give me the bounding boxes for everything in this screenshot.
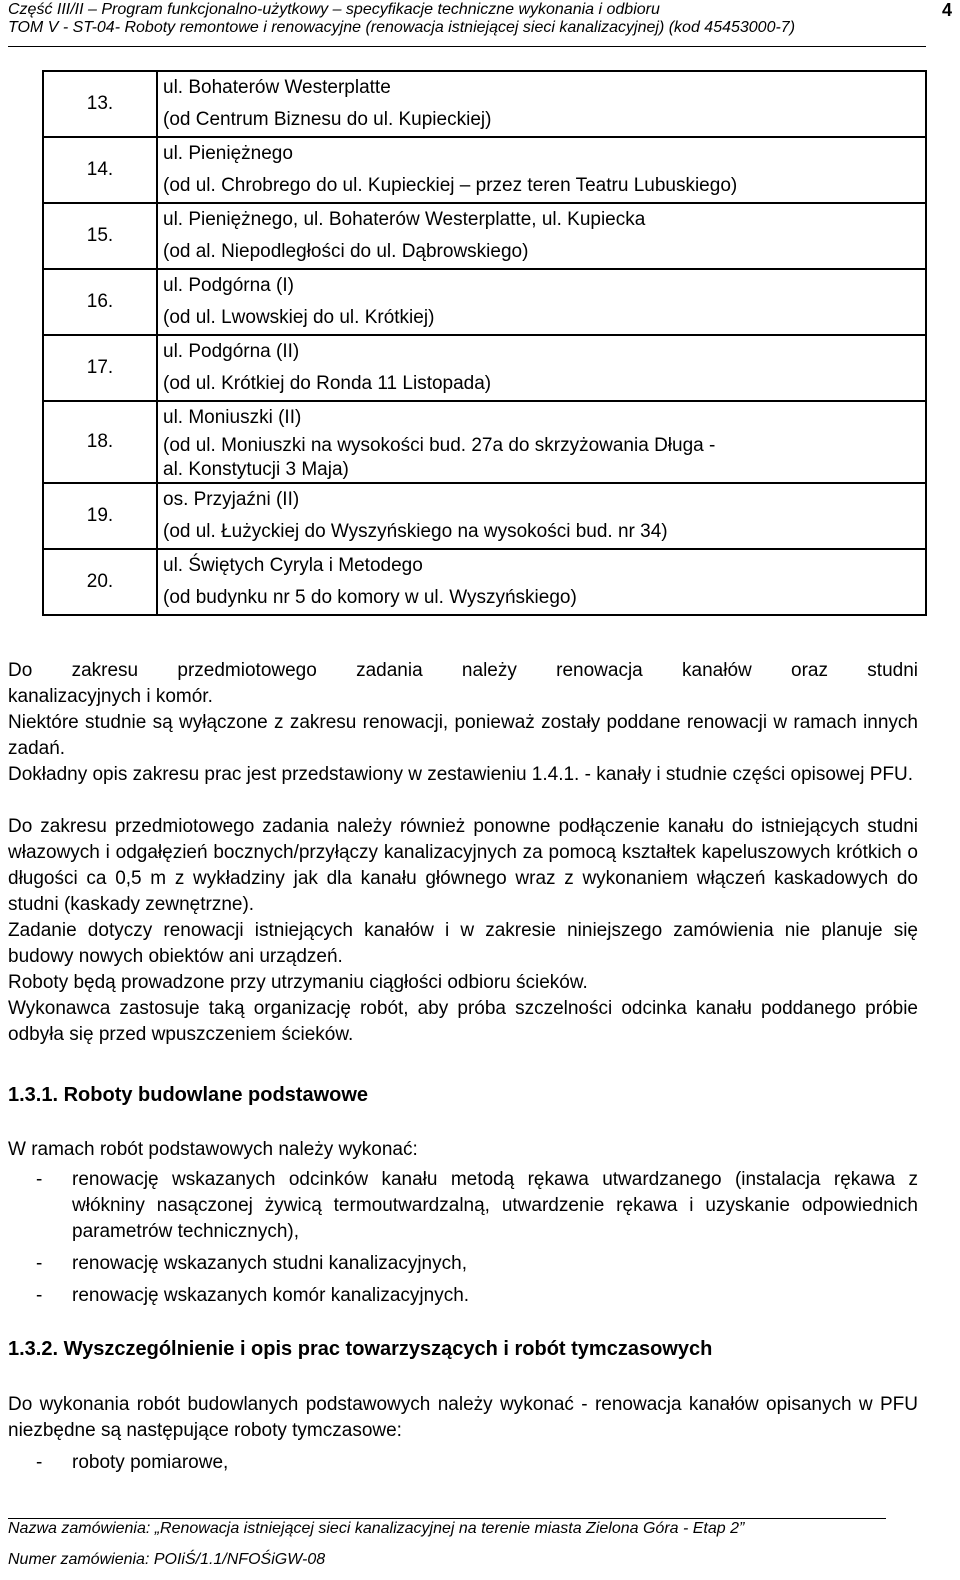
row-number: 13. — [43, 71, 157, 137]
street-line: ul. Pieniężnego, ul. Bohaterów Westerplatte, ul. Kupiecka — [163, 209, 646, 230]
street-line: (od ul. Łużyckiej do Wyszyńskiego na wysokości bud. nr 34) — [163, 521, 668, 542]
streets-table — [42, 70, 927, 616]
list-item-text: renowację wskazanych studni kanalizacyjnych, — [72, 1253, 467, 1274]
list-item — [8, 1450, 918, 1476]
list-item — [8, 1167, 918, 1245]
page-header — [8, 0, 926, 47]
row-number: 18. — [43, 401, 157, 483]
table-row — [43, 71, 926, 137]
street-description — [157, 483, 926, 549]
list-dash: - — [36, 1452, 43, 1473]
list-dash: - — [36, 1169, 43, 1190]
section-1-list — [8, 1167, 918, 1315]
street-line: ul. Pieniężnego — [163, 143, 293, 164]
table-row — [43, 269, 926, 335]
paragraph-2: Niektóre studnie są wyłączone z zakresu renowacji, ponieważ zostały poddane renowacji w ramach innych zadań. — [8, 712, 918, 759]
street-description — [157, 71, 926, 137]
section-title-1-3-2: 1.3.2. Wyszczególnienie i opis prac towarzyszących i robót tymczasowych — [8, 1338, 713, 1360]
list-item-text: renowację wskazanych odcinków kanału metodą rękawa utwardzanego (instalacja rękawa z włókniny nasączonej żywicą termoutwardzalną, utwardzenie rękawa i uzyskanie odpowiednich parametrów technicznych), — [72, 1169, 918, 1242]
list-item — [8, 1251, 918, 1277]
street-line: (od ul. Chrobrego do ul. Kupieckiej – przez teren Teatru Lubuskiego) — [163, 175, 738, 196]
street-line: al. Konstytucji 3 Maja) — [163, 459, 349, 480]
street-line: (od ul. Moniuszki na wysokości bud. 27a do skrzyżowania Długa - — [163, 435, 716, 456]
paragraph-7: Wykonawca zastosuje taką organizację robót, aby próba szczelności odcinka kanału poddanego próbie odbyła się przed wpuszczeniem ścieków. — [8, 998, 918, 1045]
street-line: os. Przyjaźni (II) — [163, 489, 300, 510]
section-title-1-3-1: 1.3.1. Roboty budowlane podstawowe — [8, 1084, 369, 1106]
paragraph-5: Zadanie dotyczy renowacji istniejących kanałów i w zakresie niniejszego zamówienia nie planuje się budowy nowych obiektów ani urządzeń. — [8, 920, 918, 967]
street-line: ul. Moniuszki (II) — [163, 407, 302, 428]
paragraph-4: Do zakresu przedmiotowego zadania należy również ponowne podłączenie kanału do istniejących studni włazowych i odgałęzień bocznych/przyłączy kanalizacyjnych za pomocą kształtek kapeluszowych krótkich o długości ca 0,5 m z wykładziny jak dla kanału głównego wraz z wykonaniem włączeń kaskadowych do studni (kaskady zewnętrzne). — [8, 816, 918, 915]
street-line: (od ul. Krótkiej do Ronda 11 Listopada) — [163, 373, 492, 394]
street-description — [157, 203, 926, 269]
row-number: 15. — [43, 203, 157, 269]
street-line: ul. Podgórna (II) — [163, 341, 300, 362]
table-row — [43, 335, 926, 401]
table-row — [43, 483, 926, 549]
street-line: (od al. Niepodległości do ul. Dąbrowskiego) — [163, 241, 529, 262]
row-number: 20. — [43, 549, 157, 615]
street-line: (od ul. Lwowskiej do ul. Krótkiej) — [163, 307, 435, 328]
street-description — [157, 335, 926, 401]
footer-rule — [8, 1518, 886, 1519]
paragraph-1-line-1: Do zakresu przedmiotowego zadania należy renowacja kanałów oraz studni — [8, 660, 918, 681]
street-line: (od budynku nr 5 do komory w ul. Wyszyńskiego) — [163, 587, 577, 608]
row-number: 17. — [43, 335, 157, 401]
table-row — [43, 203, 926, 269]
list-item-text: roboty pomiarowe, — [72, 1452, 229, 1473]
list-dash: - — [36, 1253, 43, 1274]
table-row — [43, 137, 926, 203]
paragraph-6: Roboty będą prowadzone przy utrzymaniu ciągłości odbioru ścieków. — [8, 972, 588, 993]
list-dash: - — [36, 1285, 43, 1306]
row-number: 19. — [43, 483, 157, 549]
list-item — [8, 1283, 918, 1309]
row-number: 14. — [43, 137, 157, 203]
street-description — [157, 401, 926, 483]
list-item-text: renowację wskazanych komór kanalizacyjnych. — [72, 1285, 470, 1306]
street-line: ul. Bohaterów Westerplatte — [163, 77, 391, 98]
street-line: ul. Podgórna (I) — [163, 275, 294, 296]
street-description — [157, 269, 926, 335]
header-line-1: Część III/II – Program funkcjonalno-użytkowy – specyfikacje techniczne wykonania i odbioru — [8, 1, 660, 18]
paragraph-3: Dokładny opis zakresu prac jest przedstawiony w zestawieniu 1.4.1. - kanały i studnie części opisowej PFU. — [8, 764, 914, 785]
paragraph-1-continued — [8, 684, 918, 710]
street-description — [157, 549, 926, 615]
paragraph-1 — [8, 658, 918, 684]
row-number: 16. — [43, 269, 157, 335]
section-1-intro: W ramach robót podstawowych należy wykonać: — [8, 1139, 418, 1160]
street-line: ul. Świętych Cyryla i Metodego — [163, 555, 423, 576]
footer-order-number: Numer zamówienia: POIiŚ/1.1/NFOŚiGW-08 — [8, 1551, 326, 1568]
section-2-list — [8, 1450, 918, 1482]
paragraph-1-line-2: kanalizacyjnych i komór. — [8, 686, 213, 707]
page-number: 4 — [941, 0, 952, 20]
section-2-intro: Do wykonania robót budowlanych podstawowych należy wykonać - renowacja kanałów opisanych w PFU niezbędne są następujące roboty tymczasowe: — [8, 1394, 918, 1441]
table-row — [43, 549, 926, 615]
street-line: (od Centrum Biznesu do ul. Kupieckiej) — [163, 109, 492, 130]
header-line-2: TOM V - ST-04- Roboty remontowe i renowacyjne (renowacja istniejącej sieci kanalizacyjnej) (kod 45453000-7) — [8, 19, 796, 36]
street-description — [157, 137, 926, 203]
footer-order-name: Nazwa zamówienia: „Renowacja istniejącej sieci kanalizacyjnej na terenie miasta Zielona Góra - Etap 2” — [8, 1520, 745, 1537]
table-row — [43, 401, 926, 483]
